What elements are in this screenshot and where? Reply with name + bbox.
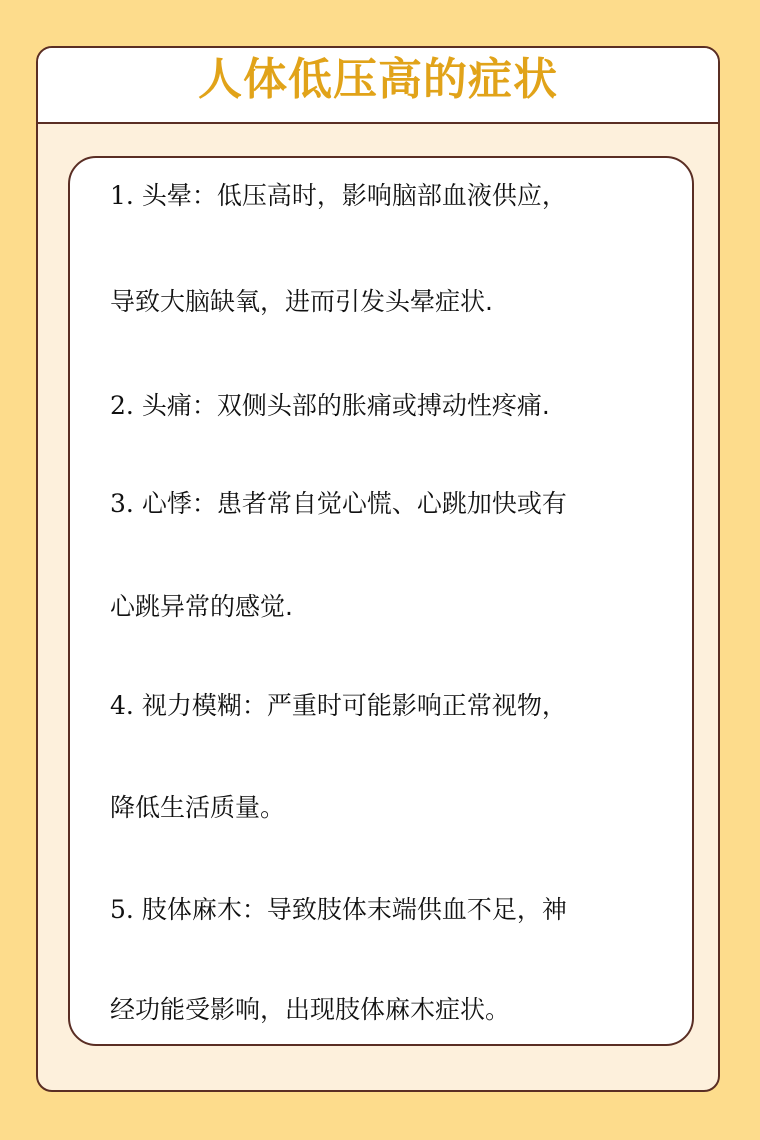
page-title: 人体低压高的症状 [198,54,558,105]
symptom-4-number: 4. [110,691,134,720]
symptom-3-text: 心悸：患者常自觉心慌、心跳加快或有 [141,489,567,518]
symptom-1-line-1 [110,180,567,212]
symptom-4-text: 视力模糊：严重时可能影响正常视物， [141,691,567,720]
symptom-3-number: 3. [110,489,134,518]
symptom-4-line-1 [110,690,567,722]
symptom-3-line-1 [110,488,567,520]
symptom-1-text: 头晕：低压高时，影响脑部血液供应， [141,181,567,210]
symptom-3-line-2: 心跳异常的感觉. [110,592,293,621]
symptom-5-number: 5. [110,895,134,924]
symptom-1-line-2: 导致大脑缺氧，进而引发头晕症状. [110,287,493,316]
symptom-5-line-1 [110,894,567,926]
symptom-5-line-2: 经功能受影响，出现肢体麻木症状。 [110,995,511,1024]
symptom-2-text: 头痛：双侧头部的胀痛或搏动性疼痛. [141,391,550,420]
info-card [36,46,720,1092]
symptom-2-number: 2. [110,391,134,420]
symptom-2-line-1 [110,390,550,422]
symptom-list [68,156,694,1046]
symptom-1-number: 1. [110,181,134,210]
symptom-5-text: 肢体麻木：导致肢体末端供血不足，神 [141,895,567,924]
card-header [38,48,718,124]
symptom-4-line-2: 降低生活质量。 [110,793,286,822]
